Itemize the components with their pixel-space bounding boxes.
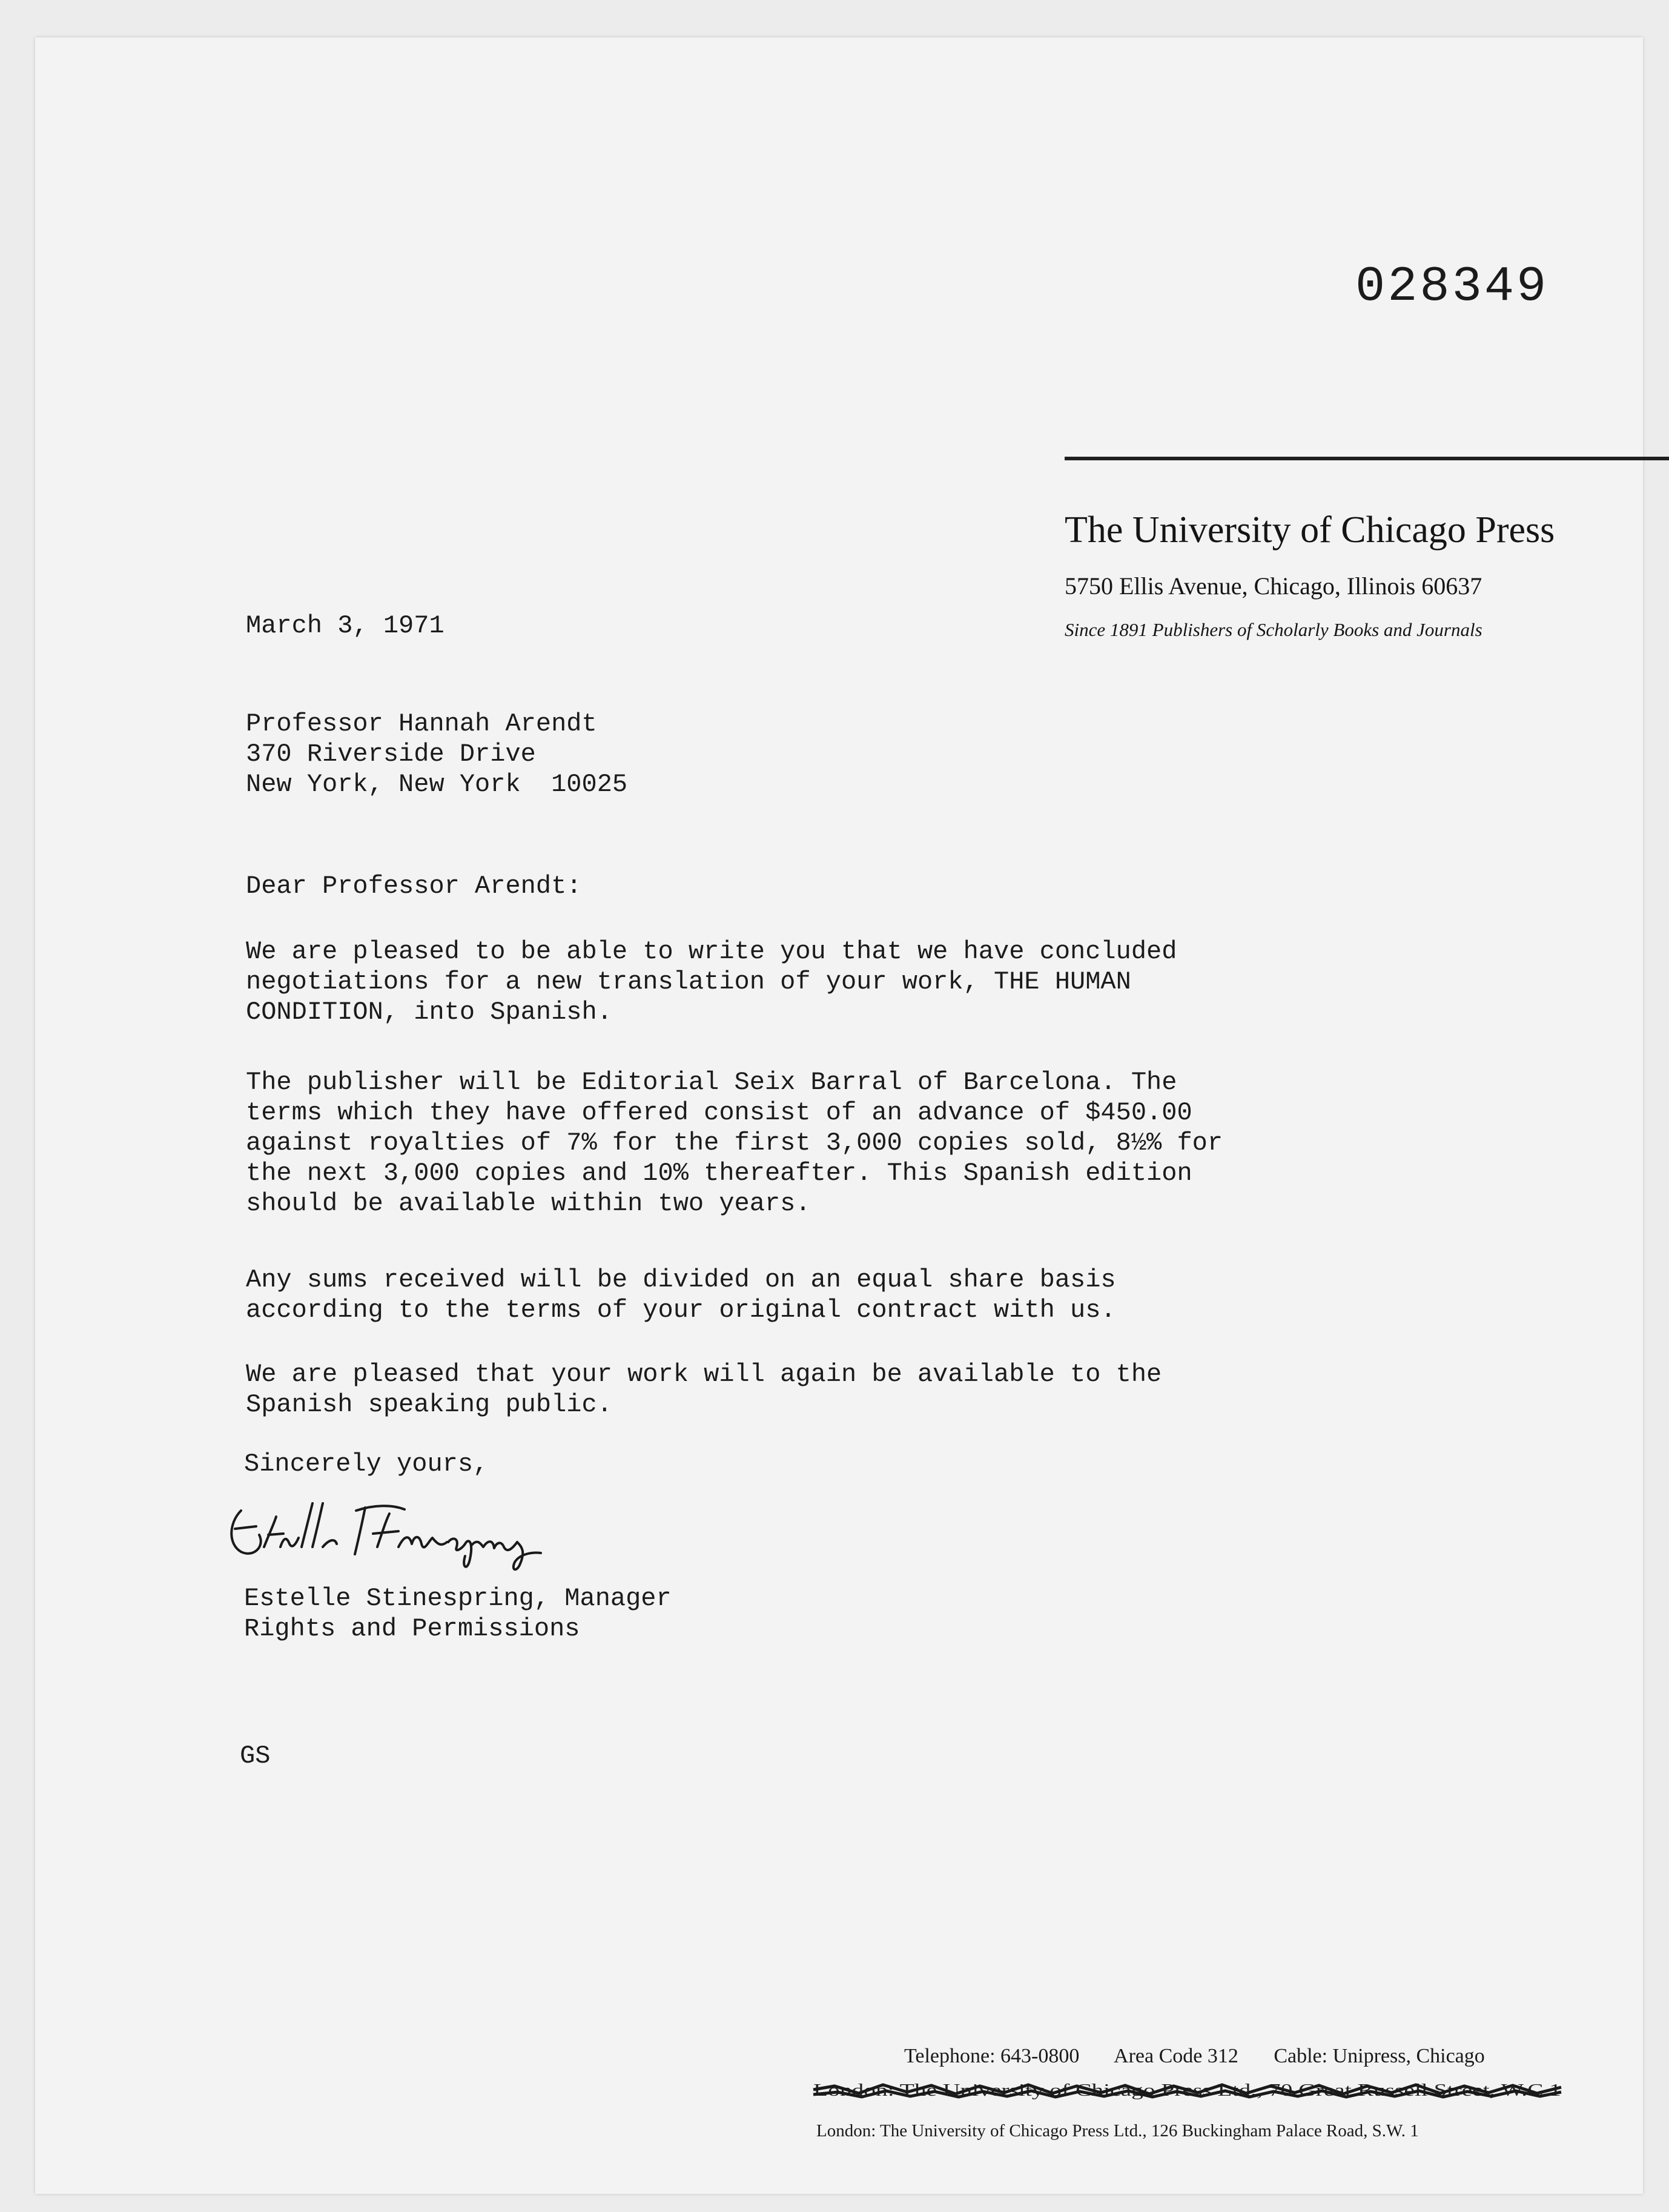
letterhead-rule [1065,457,1669,460]
recipient-line: 370 Riverside Drive [246,740,536,769]
recipient-line: Professor Hannah Arendt [246,709,597,738]
letter-page [35,38,1643,2194]
paragraph-2 [246,1067,1223,1219]
signer-block [244,1583,672,1644]
letterhead-name: The University of Chicago Press [1065,509,1555,551]
paragraph-line: We are pleased to be able to write you that we have concluded [246,937,1177,966]
document-number: 028349 [1355,259,1549,315]
recipient-address [246,709,627,800]
recipient-line: New York, New York 10025 [246,770,628,799]
footer-cable: Cable: Unipress, Chicago [1274,2045,1485,2067]
salutation: Dear Professor Arendt: [246,872,582,901]
paragraph-line: We are pleased that your work will again be available to the [246,1360,1162,1389]
paragraph-line: terms which they have offered consist of an advance of $450.00 [246,1098,1192,1127]
signer-name-title: Estelle Stinespring, Manager [244,1584,672,1613]
paragraph-line: CONDITION, into Spanish. [246,998,612,1027]
letter-date: March 3, 1971 [246,611,445,640]
typist-initials: GS [240,1741,271,1770]
handwritten-signature [217,1486,604,1577]
letterhead-address: 5750 Ellis Avenue, Chicago, Illinois 60637 [1065,572,1482,600]
signer-department: Rights and Permissions [244,1614,580,1643]
footer-struck-address [810,2074,1567,2108]
footer-contact-line [904,2045,1485,2068]
paragraph-4 [246,1359,1162,1420]
footer-london-address: London: The University of Chicago Press Ltd., 126 Buckingham Palace Road, S.W. 1 [816,2121,1419,2141]
paragraph-line: against royalties of 7% for the first 3,000 copies sold, 8½% for [246,1128,1223,1157]
paragraph-1 [246,936,1177,1027]
footer-struck-text: London: The University of Chicago Press Ltd., 70 Great Russell Street, W.C.1 [813,2081,1561,2100]
closing: Sincerely yours, [244,1449,489,1479]
letterhead-tagline: Since 1891 Publishers of Scholarly Books and Journals [1065,619,1482,640]
footer-telephone: Telephone: 643-0800 [904,2045,1080,2067]
paragraph-3 [246,1265,1116,1325]
paragraph-line: should be available within two years. [246,1189,811,1218]
paragraph-line: Any sums received will be divided on an equal share basis [246,1265,1116,1294]
paragraph-line: the next 3,000 copies and 10% thereafter. This Spanish edition [246,1159,1192,1188]
footer-area-code: Area Code 312 [1114,2045,1238,2067]
paragraph-line: according to the terms of your original contract with us. [246,1296,1116,1325]
paragraph-line: negotiations for a new translation of your work, THE HUMAN [246,967,1131,996]
paragraph-line: Spanish speaking public. [246,1390,612,1419]
paragraph-line: The publisher will be Editorial Seix Barral of Barcelona. The [246,1068,1177,1097]
